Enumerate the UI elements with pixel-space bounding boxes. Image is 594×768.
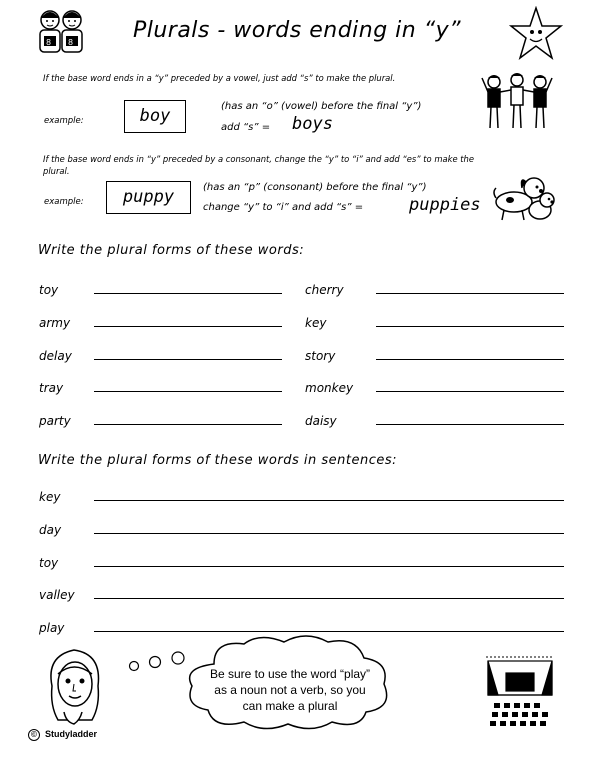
answer-line[interactable] xyxy=(94,391,282,392)
copyright-text: Studyladder xyxy=(45,729,98,739)
answer-line[interactable] xyxy=(376,293,564,294)
example-note-line2: add “s” = xyxy=(221,122,271,133)
thinking-girl-icon xyxy=(44,646,106,726)
answer-line[interactable] xyxy=(376,424,564,425)
answer-line[interactable] xyxy=(94,293,282,294)
example-label: example: xyxy=(44,197,84,207)
bubble-text-line3: can make a plural xyxy=(242,699,338,713)
word-label: play xyxy=(39,621,65,635)
word-label: army xyxy=(39,316,71,330)
word-label: cherry xyxy=(305,283,344,297)
sentence-line[interactable] xyxy=(94,566,564,567)
word-label: party xyxy=(39,414,71,428)
answer-line[interactable] xyxy=(94,359,282,360)
page-title: Plurals - words ending in “y” xyxy=(132,18,462,43)
word-label: daisy xyxy=(305,414,337,428)
word-label: story xyxy=(305,349,336,363)
word-label: day xyxy=(39,523,62,537)
star-face-icon xyxy=(508,6,564,62)
word-label: delay xyxy=(39,349,72,363)
answer-line[interactable] xyxy=(376,359,564,360)
example-word-box: boy xyxy=(124,100,186,133)
word-label: tray xyxy=(39,381,64,395)
rule-consonant-line1: If the base word ends in “y” preceded by a consonant, change the “y” to “i” and add “es” to make the xyxy=(43,154,475,164)
bubble-text-line2: as a noun not a verb, so you xyxy=(214,683,366,697)
word-label: monkey xyxy=(305,381,354,395)
theatre-stage-icon xyxy=(484,655,556,737)
example-label: example: xyxy=(44,116,84,126)
example-plural: boys xyxy=(292,114,333,134)
rule-consonant-line2: plural. xyxy=(43,166,70,176)
section2-heading: Write the plural forms of these words in sentences: xyxy=(38,453,397,468)
example-plural: puppies xyxy=(409,195,481,215)
sentence-line[interactable] xyxy=(94,533,564,534)
example-note-line2: change “y” to “i” and add “s” = xyxy=(203,202,364,213)
sentence-line[interactable] xyxy=(94,598,564,599)
word-label: key xyxy=(305,316,327,330)
example-note-line1: (has an “o” (vowel) before the final “y”) xyxy=(221,101,422,112)
word-label: toy xyxy=(39,556,59,570)
thought-cloud-icon xyxy=(125,650,185,672)
three-boys-icon xyxy=(480,72,554,132)
sentence-line[interactable] xyxy=(94,631,564,632)
example-note-line1: (has an “p” (consonant) before the final “y”) xyxy=(203,182,427,193)
word-label: key xyxy=(39,490,61,504)
answer-line[interactable] xyxy=(94,424,282,425)
word-label: valley xyxy=(39,588,75,602)
word-label: toy xyxy=(39,283,59,297)
rule-vowel: If the base word ends in a “y” preceded by a vowel, just add “s” to make the plural. xyxy=(43,73,396,83)
copyright-notice xyxy=(28,729,97,741)
answer-line[interactable] xyxy=(376,391,564,392)
section1-heading: Write the plural forms of these words: xyxy=(38,243,305,258)
bubble-text-line1: Be sure to use the word “play” xyxy=(209,667,371,681)
puppies-icon xyxy=(492,174,558,224)
example-word-box: puppy xyxy=(106,181,191,214)
svg-text:8: 8 xyxy=(46,38,52,47)
sentence-line[interactable] xyxy=(94,500,564,501)
copyright-symbol: © xyxy=(28,729,40,741)
svg-text:8: 8 xyxy=(68,38,74,47)
answer-line[interactable] xyxy=(94,326,282,327)
answer-line[interactable] xyxy=(376,326,564,327)
